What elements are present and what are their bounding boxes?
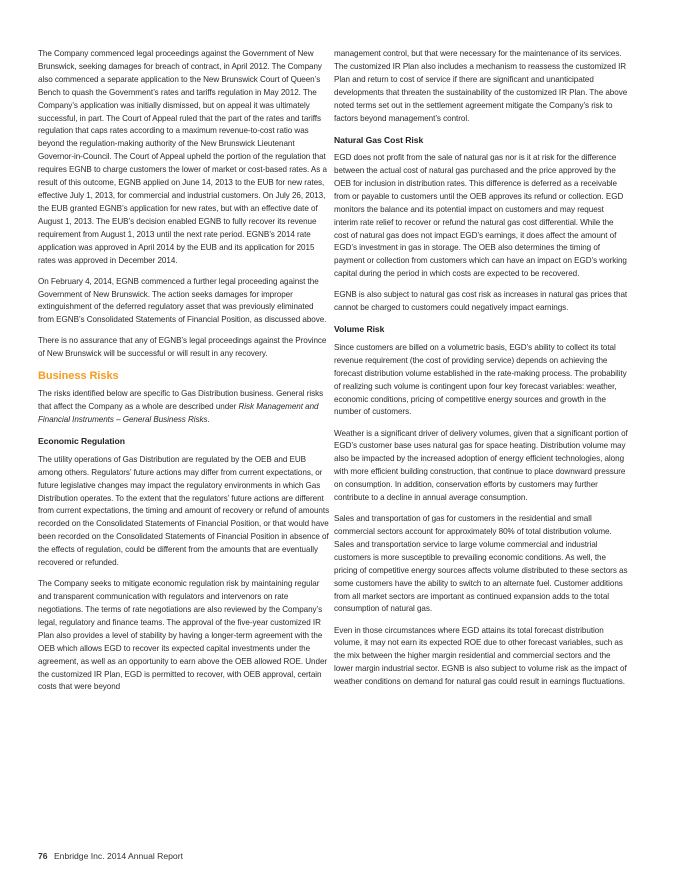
right-column — [334, 48, 628, 697]
business-risks-intro — [38, 388, 330, 427]
page-footer — [38, 851, 183, 861]
business-risks-intro-reference: Risk Management and Financial Instruments – General Business Risks — [38, 402, 319, 425]
volume-risk-paragraph-2: Weather is a significant driver of delivery volumes, given that a significant portion of EGD’s customer base uses natural gas for space heating. Distribution volume may also be impacted by the increased adoption of energy efficient technologies, along with more efficient building construction, that continue to place downward pressure on consumption. In addition, conservation efforts by customers may further contribute to a decline in annual average consumption. — [334, 428, 628, 503]
business-risks-intro-end: . — [207, 415, 210, 425]
report-title: Enbridge Inc. 2014 Annual Report — [53, 851, 183, 861]
economic-regulation-paragraph-1: The utility operations of Gas Distribution are regulated by the OEB and EUB among others. Regulators’ future actions may differ from current expectations, or future legislative changes may impact the regulatory environments in which Gas Distribution operates. To the extent that the regulators’ future actions are different from current expectations, the timing and amount of recovery or refund of amounts recorded on the Consolidated Statements of Financial Position, or that would have been recorded on the Consolidated Statements of Financial Position in absence of the effects of regulation, could be different from the amounts that are eventually recovered or refunded. — [38, 454, 330, 568]
economic-regulation-heading: Economic Regulation — [38, 436, 125, 447]
volume-risk-heading: Volume Risk — [334, 324, 385, 335]
volume-risk-paragraph-1: Since customers are billed on a volumetric basis, EGD’s ability to collect its total revenue requirement (the cost of providing service) depends on achieving the forecast distribution volume established in the rate-making process. The probability of realizing such volume is contingent upon four key forecast variables: weather, economic conditions, pricing of competitive energy sources and growth in the number of customers. — [334, 342, 627, 417]
natural-gas-cost-risk-paragraph-1: EGD does not profit from the sale of natural gas nor is it at risk for the difference between the actual cost of natural gas purchased and the price approved by the OEB for inclusion in distribution rates. This difference is deferred as a receivable from or payable to customers until the OEB approves its refund or collection. EGD monitors the balance and its potential impact on customers and may request interim rate relief to recover or refund the natural gas cost differential. While the cost of natural gas does not impact EGD’s earnings, it does affect the amount of EGD’s investment in gas in storage. The OEB also determines the timing of payment or collection from customers which can have an impact on EGD’s working capital during the period in which costs are expected to be recovered. — [334, 153, 627, 279]
economic-regulation-continued: management control, but that were necessary for the maintenance of its services. The customized IR Plan also includes a mechanism to reassess the customized IR Plan and return to cost of service if there are significant and unanticipated developments that threaten the sustainability of the customized IR Plan. The above noted terms set out in the settlement agreement mitigate the Company’s risk to factors beyond management’s control. — [334, 49, 628, 123]
business-risks-heading: Business Risks — [38, 370, 119, 383]
natural-gas-cost-risk-paragraph-2: EGNB is also subject to natural gas cost risk as increases in natural gas prices that cannot be charged to customers could negatively impact earnings. — [334, 290, 628, 313]
economic-regulation-paragraph-2: The Company seeks to mitigate economic regulation risk by maintaining regular and transparent communication with regulators and intervenors on rate negotiations. The terms of rate negotiations are also reviewed by the Company’s legal, regulatory and finance teams. The approval of the five-year customized IR Plan also provides a level of stability by having a longer-term agreement with the OEB which allows EGD to recover its expected capital investments under the agreement, as well as an opportunity to earn above the OEB allowed ROE. Under the customized IR Plan, EGD is permitted to recover, with OEB approval, certain costs that were beyond — [38, 579, 328, 692]
left-column — [38, 48, 330, 703]
natural-gas-cost-risk-heading: Natural Gas Cost Risk — [334, 134, 424, 145]
business-risks-intro-text: The risks identified below are specific to Gas Distribution business. General risks that affect the Company as a whole are described under — [38, 389, 324, 412]
volume-risk-paragraph-3: Sales and transportation of gas for customers in the residential and small commercial sectors account for approximately 80% of total distribution volume. Sales and transportation service to large volume commercial and industrial customers is more susceptible to prevailing economic conditions. As well, the pricing of competitive energy sources affects volume distributed to these sectors as some customers have the ability to switch to an alternate fuel. Customer additions from all market sectors are important as continued expansion adds to the total consumption of natural gas. — [334, 514, 628, 614]
legal-proceedings-paragraph-1: The Company commenced legal proceedings against the Government of New Brunswick, seeking damages for breach of contract, in April 2012. The Company also commenced a separate application to the New Brunswick Court of Queen’s Bench to quash the Government’s rates and tariffs regulation in May 2012. The Company’s application was initially dismissed, but on appeal it was ultimately successful, in part. The Court of Appeal ruled that the part of the rates and tariffs regulation that caps rates according to a maximum revenue-to-cost ratio was beyond the regulation-making authority of the New Brunswick Lieutenant Governor-in-Council. The Court of Appeal upheld the portion of the regulation that requires EGNB to charge customers the lower of market or cost-based rates. As a result of this outcome, EGNB applied on June 14, 2013 to the EUB for new rates, effective July 1, 2013, for commercial and industrial customers. On July 26, 2013, the EUB granted EGNB’s application for new rates, but with an effective date of August 1, 2013. The EUB’s decision enabled EGNB to fully recover its revenue requirement from August 1, 2013 until the next rate period. EGNB’s 2014 rate application was approved in April 2014 by the EUB and its application for 2015 rates was approved in December 2014. — [38, 49, 327, 265]
legal-proceedings-paragraph-3: There is no assurance that any of EGNB’s legal proceedings against the Province of New Brunswick will be successful or will result in any recovery. — [38, 336, 327, 359]
volume-risk-paragraph-4: Even in those circumstances where EGD attains its total forecast distribution volume, it may not earn its expected ROE due to other forecast variables, such as the mix between the higher margin residential and commercial sectors and the lower margin industrial sector. EGNB is also subject to volume risk as the impact of weather conditions on demand for natural gas could result in earnings fluctuations. — [334, 625, 627, 687]
legal-proceedings-paragraph-2: On February 4, 2014, EGNB commenced a further legal proceeding against the Government of New Brunswick. The action seeks damages for improper extinguishment of the deferred regulatory asset that was previously eliminated from EGNB’s Consolidated Statements of Financial Position, as discussed above. — [38, 276, 327, 325]
page-number: 76 — [38, 851, 48, 861]
